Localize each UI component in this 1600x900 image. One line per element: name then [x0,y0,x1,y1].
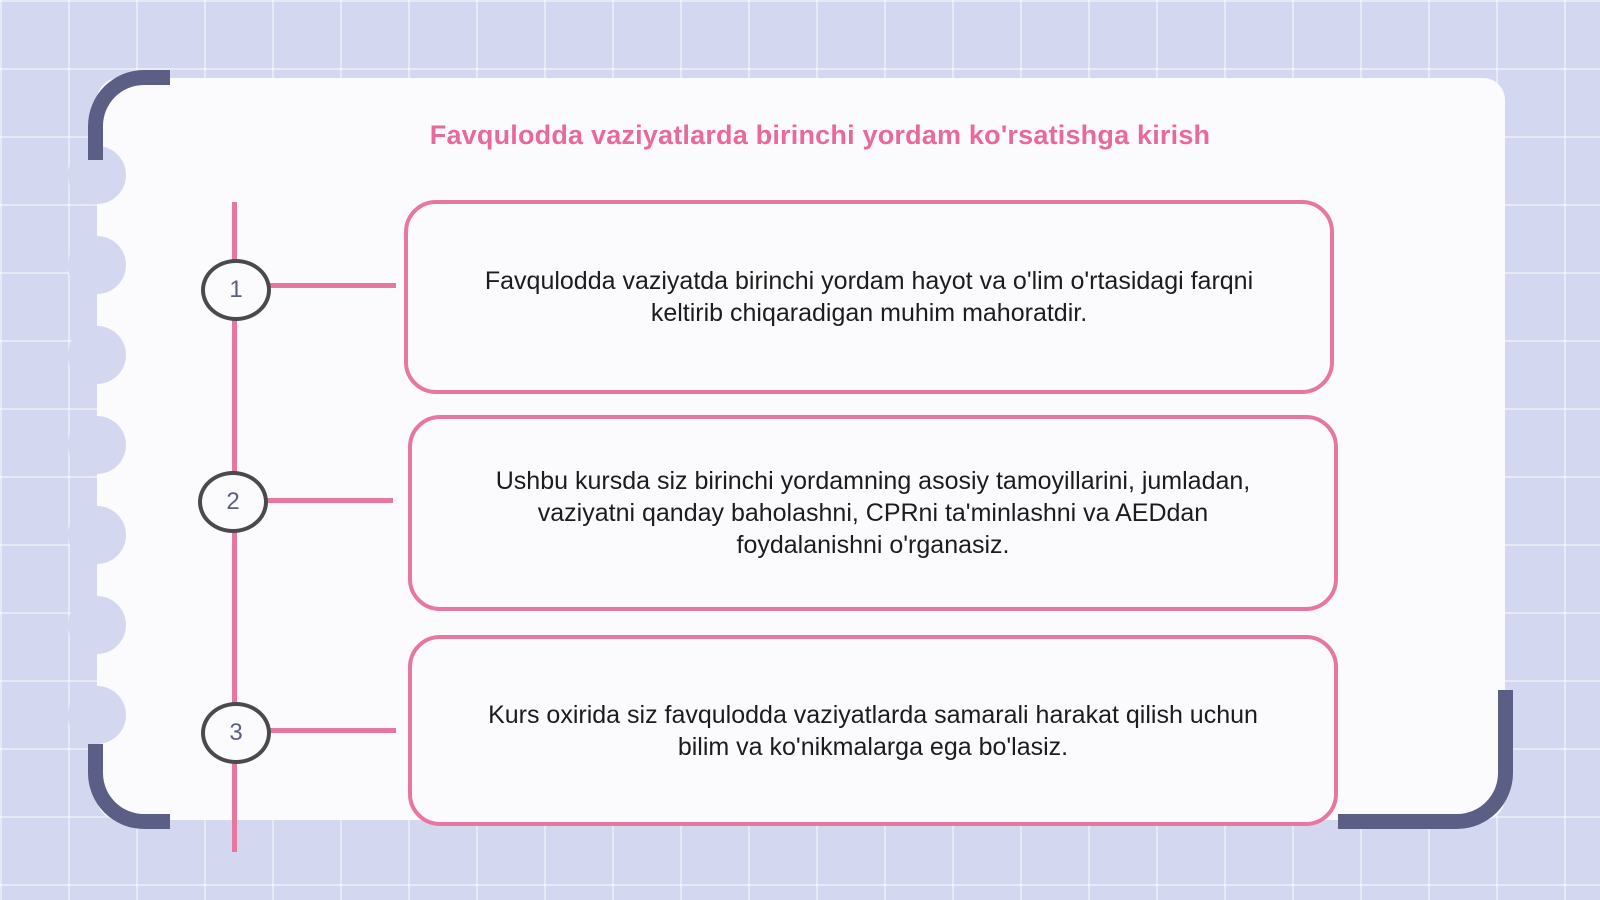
step-number-badge-3: 3 [201,702,271,764]
scallop-decoration [68,596,126,654]
corner-bracket-top-left [88,70,170,160]
step-box-2 [408,415,1338,611]
scallop-decoration [68,686,126,744]
scallop-decoration [68,236,126,294]
scallop-decoration [68,416,126,474]
step-number-badge-2: 2 [198,471,268,533]
step-text-1: Favqulodda vaziyatda birinchi yordam hayot va o'lim o'rtasidagi farqni keltirib chiqaradigan muhim mahoratdir. [484,267,1254,327]
step-text-3: Kurs oxirida siz favqulodda vaziyatlarda samarali harakat qilish uchun bilim va ko'nikmalarga ega bo'lasiz. [488,700,1258,761]
timeline-connector-1 [266,283,396,288]
scallop-decoration [68,326,126,384]
corner-bracket-bottom-left [88,744,170,829]
step-text-2: Ushbu kursda siz birinchi yordamning asosiy tamoyillarini, jumladan, vaziyatni qanday baholashni, CPRni ta'minlashni va AEDdan foydalanishni o'rganasiz. [495,467,1251,559]
step-box-1 [404,200,1334,394]
step-box-3 [408,635,1338,826]
scallop-decoration [68,506,126,564]
corner-bracket-bottom-right [1338,690,1513,829]
timeline-connector-3 [266,728,396,733]
timeline-connector-2 [263,498,393,503]
step-number-badge-1: 1 [201,259,271,321]
slide-title: Favqulodda vaziyatlarda birinchi yordam ko'rsatishga kirish [429,120,1211,150]
